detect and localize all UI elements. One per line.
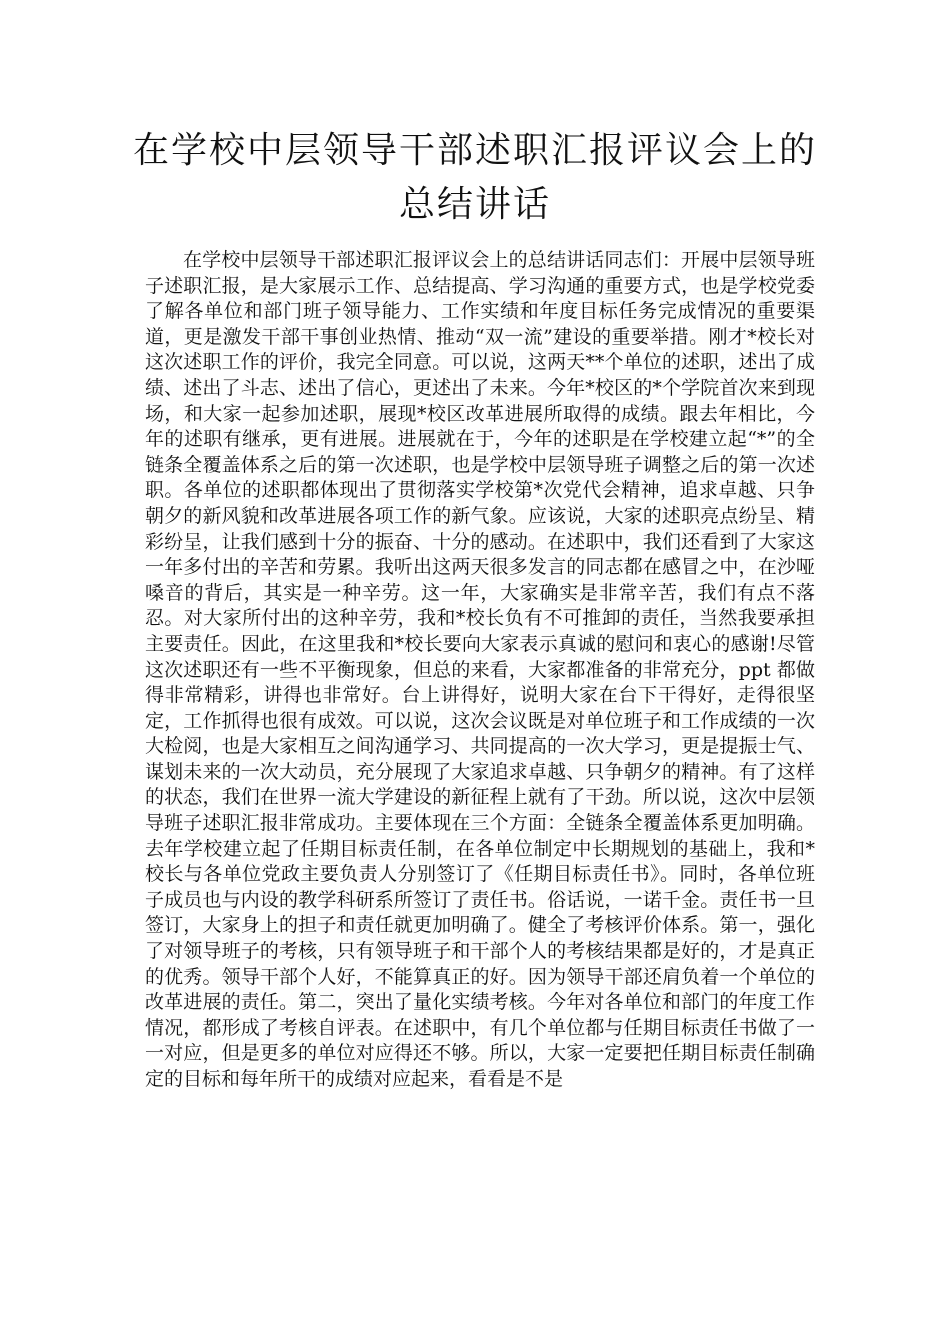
title-line-1: 在学校中层领导干部述职汇报评议会上的 bbox=[132, 130, 817, 171]
document-title bbox=[95, 124, 855, 232]
document-body-paragraph: 在学校中层领导干部述职汇报评议会上的总结讲话同志们：开展中层领导班子述职汇报，是大家展示工作、总结提高、学习沟通的重要方式，也是学校党委了解各单位和部门班子领导能力、工作实绩和年度目标任务完成情况的重要渠道，更是激发干部干事创业热情、推动“双一流”建设的重要举措。刚才*校长对这次述职工作的评价，我完全同意。可以说，这两天**个单位的述职，述出了成绩、述出了斗志、述出了信心，更述出了未来。今年*校区的*个学院首次来到现场，和大家一起参加述职，展现*校区改革进展所取得的成绩。跟去年相比，今年的述职有继承，更有进展。进展就在于，今年的述职是在学校建立起“*”的全链条全覆盖体系之后的第一次述职，也是学校中层领导班子调整之后的第一次述职。各单位的述职都体现出了贯彻落实学校第*次党代会精神，追求卓越、只争朝夕的新风貌和改革进展各项工作的新气象。应该说，大家的述职亮点纷呈、精彩纷呈，让我们感到十分的振奋、十分的感动。在述职中，我们还看到了大家这一年多付出的辛苦和劳累。我听出这两天很多发言的同志都在感冒之中，在沙哑嗓音的背后，其实是一种辛劳。这一年，大家确实是非常辛苦，我们有点不落忍。对大家所付出的这种辛劳，我和*校长负有不可推卸的责任，当然我要承担主要责任。因此，在这里我和*校长要向大家表示真诚的慰问和衷心的感谢!尽管这次述职还有一些不平衡现象，但总的来看，大家都准备的非常充分，ppt 都做得非常精彩，讲得也非常好。台上讲得好，说明大家在台下干得好，走得很坚定，工作抓得也很有成效。可以说，这次会议既是对单位班子和工作成绩的一次大检阅，也是大家相互之间沟通学习、共同提高的一次大学习，更是提振士气、谋划未来的一次大动员，充分展现了大家追求卓越、只争朝夕的精神。有了这样的状态，我们在世界一流大学建设的新征程上就有了干劲。所以说，这次中层领导班子述职汇报非常成功。主要体现在三个方面：全链条全覆盖体系更加明确。去年学校建立起了任期目标责任制，在各单位制定中长期规划的基础上，我和*校长与各单位党政主要负责人分别签订了《任期目标责任书》。同时，各单位班子成员也与内设的教学科研系所签订了责任书。俗话说，一诺千金。责任书一旦签订，大家身上的担子和责任就更加明确了。健全了考核评价体系。第一，强化了对领导班子的考核，只有领导班子和干部个人的考核结果都是好的，才是真正的优秀。领导干部个人好，不能算真正的好。因为领导干部还肩负着一个单位的改革进展的责任。第二，突出了量化实绩考核。今年对各单位和部门的年度工作情况，都形成了考核自评表。在述职中，有几个单位都与任期目标责任书做了一一对应，但是更多的单位对应得还不够。所以，大家一定要把任期目标责任制确定的目标和每年所干的成绩对应起来，看看是不是 bbox=[145, 249, 815, 1090]
title-line-2: 总结讲话 bbox=[398, 184, 551, 225]
